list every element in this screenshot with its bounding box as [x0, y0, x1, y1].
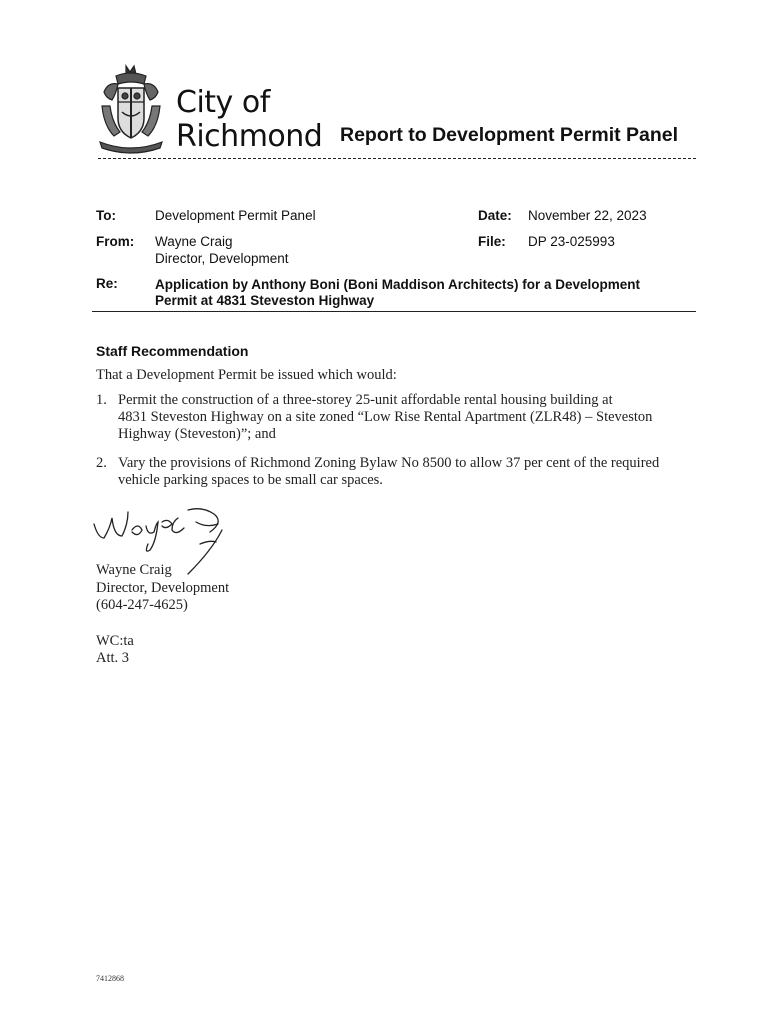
re-label: Re:: [96, 276, 118, 291]
city-coat-of-arms-logo: [96, 62, 166, 154]
file-value: DP 23-025993: [528, 234, 615, 249]
date-value: November 22, 2023: [528, 208, 647, 223]
item-1-line2: 4831 Steveston Highway on a site zoned “Low Rise Rental Apartment (ZLR48) – Steveston: [118, 409, 653, 425]
initials: WC:ta: [96, 633, 134, 649]
from-label: From:: [96, 234, 135, 249]
item-2-line1: Vary the provisions of Richmond Zoning Bylaw No 8500 to allow 37 per cent of the required: [118, 455, 660, 471]
signatory-name: Wayne Craig: [96, 562, 172, 578]
to-label: To:: [96, 208, 116, 223]
city-name-line1: City of: [176, 85, 270, 120]
city-name: [176, 86, 322, 154]
re-value-line1: Application by Anthony Boni (Boni Maddison Architects) for a Development: [155, 277, 641, 292]
date-label: Date:: [478, 208, 512, 223]
item-2-number: 2.: [96, 455, 107, 471]
item-1-line3: Highway (Steveston)”; and: [118, 426, 276, 442]
item-2-line2: vehicle parking spaces to be small car spaces.: [118, 472, 383, 488]
document-number: 7412868: [96, 974, 124, 983]
file-label: File:: [478, 234, 506, 249]
section-heading: Staff Recommendation: [96, 343, 249, 359]
from-value-name: Wayne Craig: [155, 234, 233, 249]
signatory-title: Director, Development: [96, 580, 230, 596]
item-2-text: [118, 455, 659, 489]
item-1-number: 1.: [96, 392, 107, 408]
recommendation-intro: That a Development Permit be issued which would:: [96, 367, 397, 383]
from-value-title: Director, Development: [155, 251, 289, 266]
memo-divider: [92, 311, 696, 312]
attachments: Att. 3: [96, 650, 130, 666]
to-value: Development Permit Panel: [155, 208, 316, 223]
header-divider: [98, 158, 696, 159]
report-title: Report to Development Permit Panel: [340, 124, 679, 146]
item-1-line1: Permit the construction of a three-storey 25-unit affordable rental housing building at: [118, 392, 613, 408]
signatory-phone: (604-247-4625): [96, 597, 188, 613]
city-name-line2: Richmond: [176, 119, 323, 154]
item-1-text: [118, 392, 652, 443]
re-value-line2: Permit at 4831 Steveston Highway: [155, 293, 375, 308]
